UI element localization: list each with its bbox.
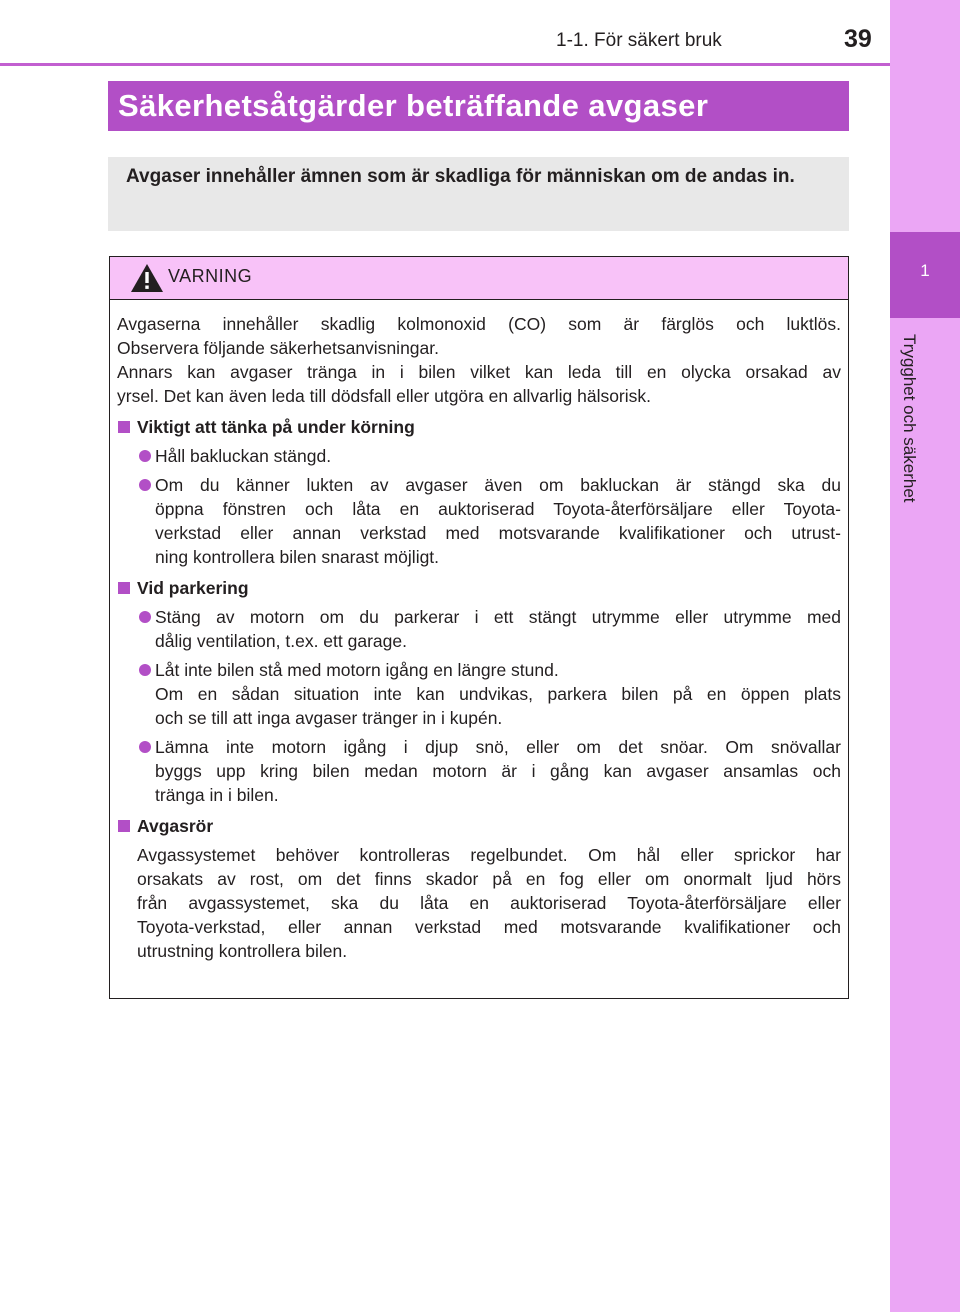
circle-bullet-icon: [139, 741, 151, 753]
warning-intro-line: Observera följande säkerhetsanvisningar.: [117, 338, 439, 358]
warning-header: [110, 257, 848, 300]
square-bullet-icon: [118, 421, 130, 433]
intro-box: [108, 157, 849, 231]
intro-text: Avgaser innehåller ämnen som är skadliga för människan om de andas in.: [126, 166, 795, 187]
section-heading: Viktigt att tänka på under körning: [117, 415, 841, 439]
header-divider: [0, 63, 890, 66]
warning-body: [117, 312, 841, 963]
square-bullet-icon: [118, 820, 130, 832]
circle-bullet-icon: [139, 611, 151, 623]
chapter-label: Trygghet och säkerhet: [900, 334, 919, 503]
warning-intro: [117, 312, 841, 408]
chapter-number: 1: [920, 261, 930, 280]
header-section-title: 1-1. För säkert bruk: [556, 30, 722, 51]
warning-intro-line: yrsel. Det kan även leda till dödsfall eller utgöra en allvarlig hälsorisk.: [117, 386, 652, 406]
section-heading: Avgasrör: [117, 814, 841, 838]
circle-bullet-icon: [139, 450, 151, 462]
warning-triangle-icon: [130, 263, 164, 293]
warning-intro-line: Annars kan avgaser tränga in i bilen vilket kan leda till en olycka orsakad av: [117, 362, 841, 382]
page-number: 39: [844, 25, 872, 53]
section-text: Avgassystemet behöver kontrolleras regelbundet. Om hål eller sprickor har orsakats av rost, om det finns skador på en fog eller om onormalt ljud hörs från avgassystemet, ska du låta en auktoriserad Toyota-återförsäljare eller Toyota-verkstad, eller annan verkstad med motsvarande kvalifikationer och utrustning kontrollera bilen.: [137, 845, 841, 961]
warning-label: VARNING: [168, 266, 253, 286]
list-item: Lämna inte motorn igång i djup snö, eller om det snöar. Om snövallar byggs upp kring bilen medan motorn är i gång kan avgaser ansamlas och tränga in i bilen.: [117, 735, 841, 807]
warning-box: [109, 256, 849, 999]
square-bullet-icon: [118, 582, 130, 594]
circle-bullet-icon: [139, 664, 151, 676]
section-heading: Vid parkering: [117, 576, 841, 600]
list-item: Om du känner lukten av avgaser även om bakluckan är stängd ska du öppna fönstren och låta en auktoriserad Toyota-återförsäljare eller Toyota- verkstad eller annan verkstad med motsvarande kvalifikationer och utrust- ning kontrollera bilen snarast möjligt.: [117, 473, 841, 569]
list-item: Stäng av motorn om du parkerar i ett stängt utrymme eller utrymme med dålig ventilation, t.ex. ett garage.: [117, 605, 841, 653]
list-item: Låt inte bilen stå med motorn igång en längre stund. Om en sådan situation inte kan undvikas, parkera bilen på en öppen plats och se till att inga avgaser tränger in i kupén.: [117, 658, 841, 730]
page-title: Säkerhetsåtgärder beträffande avgaser: [118, 88, 709, 123]
circle-bullet-icon: [139, 479, 151, 491]
warning-intro-line: Avgaserna innehåller skadlig kolmonoxid (CO) som är färglös och luktlös.: [117, 314, 841, 334]
list-item: Håll bakluckan stängd.: [117, 444, 841, 468]
chapter-side-tab: [890, 0, 960, 1312]
page-title-bar: [108, 81, 849, 131]
